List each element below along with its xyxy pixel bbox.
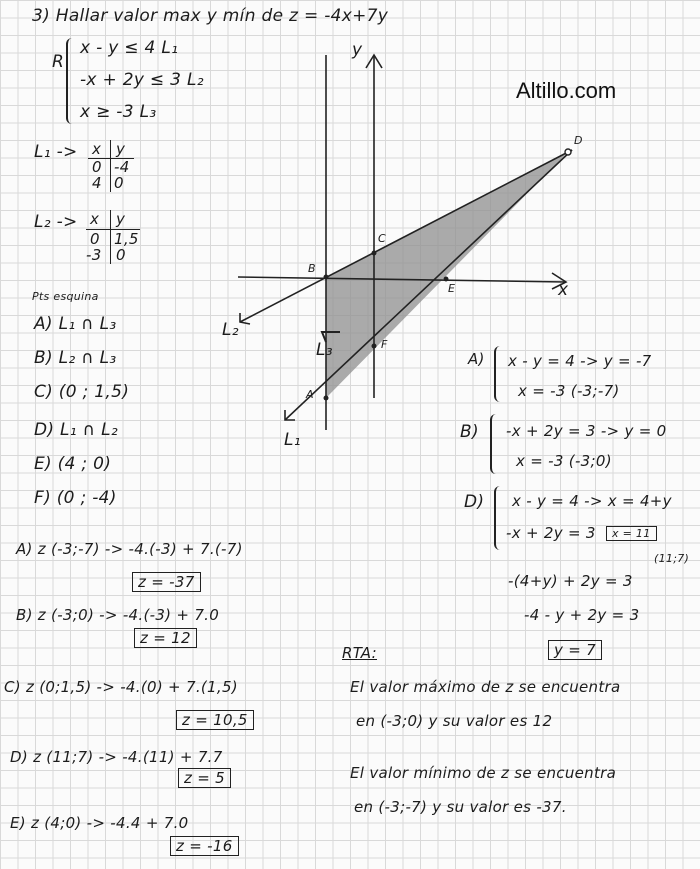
table-l2-cell: 0 xyxy=(90,230,100,248)
evaluation-e-result: z = -16 xyxy=(170,836,239,856)
corner-item: C) (0 ; 1,5) xyxy=(34,382,130,402)
line-label-l3: L₃ xyxy=(316,340,333,360)
point-label-f: F xyxy=(381,338,388,351)
corner-item: F) (0 ; -4) xyxy=(34,488,117,508)
inequality-l1: x - y ≤ 4 L₁ xyxy=(80,38,179,58)
solution-b-line: -x + 2y = 3 -> y = 0 xyxy=(506,422,667,440)
table-l2-header-x: x xyxy=(90,210,100,228)
table-l2-cell: -3 xyxy=(86,246,102,264)
system-brace xyxy=(66,38,76,124)
solution-d-line: x - y = 4 -> x = 4+y xyxy=(512,492,672,510)
evaluation-b-result: z = 12 xyxy=(134,628,197,648)
evaluation-a: A) z (-3;-7) -> -4.(-3) + 7.(-7) xyxy=(16,540,243,558)
evaluation-c-result: z = 10,5 xyxy=(176,710,254,730)
solution-b-line: x = -3 (-3;0) xyxy=(516,452,612,470)
table-l1-cell: 0 xyxy=(114,174,124,192)
table-l2-cell: 1,5 xyxy=(114,230,139,248)
solution-d-result: y = 7 xyxy=(548,640,602,660)
answer-line: El valor mínimo de z se encuentra xyxy=(350,764,617,782)
point-a xyxy=(324,396,329,401)
table-l1-label: L₁ -> xyxy=(34,142,78,162)
table-l1-cell: -4 xyxy=(114,158,130,176)
point-f xyxy=(372,344,377,349)
table-l1-header-x: x xyxy=(92,140,102,158)
table-l1-cell: 0 xyxy=(92,158,102,176)
line-label-l1: L₁ xyxy=(284,430,301,450)
solution-a-line: x = -3 (-3;-7) xyxy=(518,382,620,400)
point-d xyxy=(565,149,571,155)
point-c xyxy=(372,251,377,256)
evaluation-d: D) z (11;7) -> -4.(11) + 7.7 xyxy=(10,748,223,766)
corner-item: B) L₂ ∩ L₃ xyxy=(34,348,117,368)
problem-statement: 3) Hallar valor max y mín de z = -4x+7y xyxy=(32,6,389,26)
system-label: R xyxy=(52,52,65,72)
solution-b-label: B) xyxy=(460,422,479,442)
corner-item: A) L₁ ∩ L₃ xyxy=(34,314,117,334)
evaluation-b: B) z (-3;0) -> -4.(-3) + 7.0 xyxy=(16,606,220,624)
solution-d-line: -x + 2y = 3 xyxy=(506,524,596,542)
solution-d-step: -(4+y) + 2y = 3 xyxy=(508,572,633,590)
corners-title: Pts esquina xyxy=(32,290,99,303)
evaluation-c: C) z (0;1,5) -> -4.(0) + 7.(1,5) xyxy=(4,678,238,696)
table-l2-label: L₂ -> xyxy=(34,212,78,232)
evaluation-d-result: z = 5 xyxy=(178,768,231,788)
answer-line: en (-3;0) y su valor es 12 xyxy=(356,712,553,730)
solution-d-point: (11;7) xyxy=(654,552,690,565)
evaluation-a-result: z = -37 xyxy=(132,572,201,592)
line-l2-arrow xyxy=(240,313,250,324)
x-axis-label: x xyxy=(558,280,569,300)
solution-d-box: x = 11 xyxy=(606,526,657,541)
y-axis-label: y xyxy=(352,40,363,60)
solution-d-brace xyxy=(494,486,504,550)
watermark-logo: Altillo.com xyxy=(516,78,617,103)
table-l2-cell: 0 xyxy=(116,246,126,264)
table-l1-cell: 4 xyxy=(92,174,102,192)
point-label-b: B xyxy=(308,262,316,275)
corner-item: E) (4 ; 0) xyxy=(34,454,112,474)
point-b xyxy=(324,275,329,280)
point-label-a: A xyxy=(306,388,314,401)
solution-a-label: A) xyxy=(468,350,485,368)
table-l2-header-y: y xyxy=(116,210,126,228)
line-label-l2: L₂ xyxy=(222,320,239,340)
corner-item: D) L₁ ∩ L₂ xyxy=(34,420,118,440)
evaluation-e: E) z (4;0) -> -4.4 + 7.0 xyxy=(10,814,189,832)
solution-d-label: D) xyxy=(464,492,485,512)
inequality-l3: x ≥ -3 L₃ xyxy=(80,102,157,122)
solution-b-brace xyxy=(490,414,500,474)
point-label-e: E xyxy=(448,282,456,295)
point-label-d: D xyxy=(574,134,583,147)
solution-d-step: -4 - y + 2y = 3 xyxy=(524,606,640,624)
answer-line: en (-3;-7) y su valor es -37. xyxy=(354,798,567,816)
answer-label: RTA: xyxy=(342,644,378,662)
solution-a-line: x - y = 4 -> y = -7 xyxy=(508,352,652,370)
solution-a-brace xyxy=(494,346,504,402)
point-label-c: C xyxy=(378,232,386,245)
table-l1-header-y: y xyxy=(116,140,126,158)
answer-line: El valor máximo de z se encuentra xyxy=(350,678,621,696)
point-e xyxy=(444,277,449,282)
inequality-l2: -x + 2y ≤ 3 L₂ xyxy=(80,70,204,90)
